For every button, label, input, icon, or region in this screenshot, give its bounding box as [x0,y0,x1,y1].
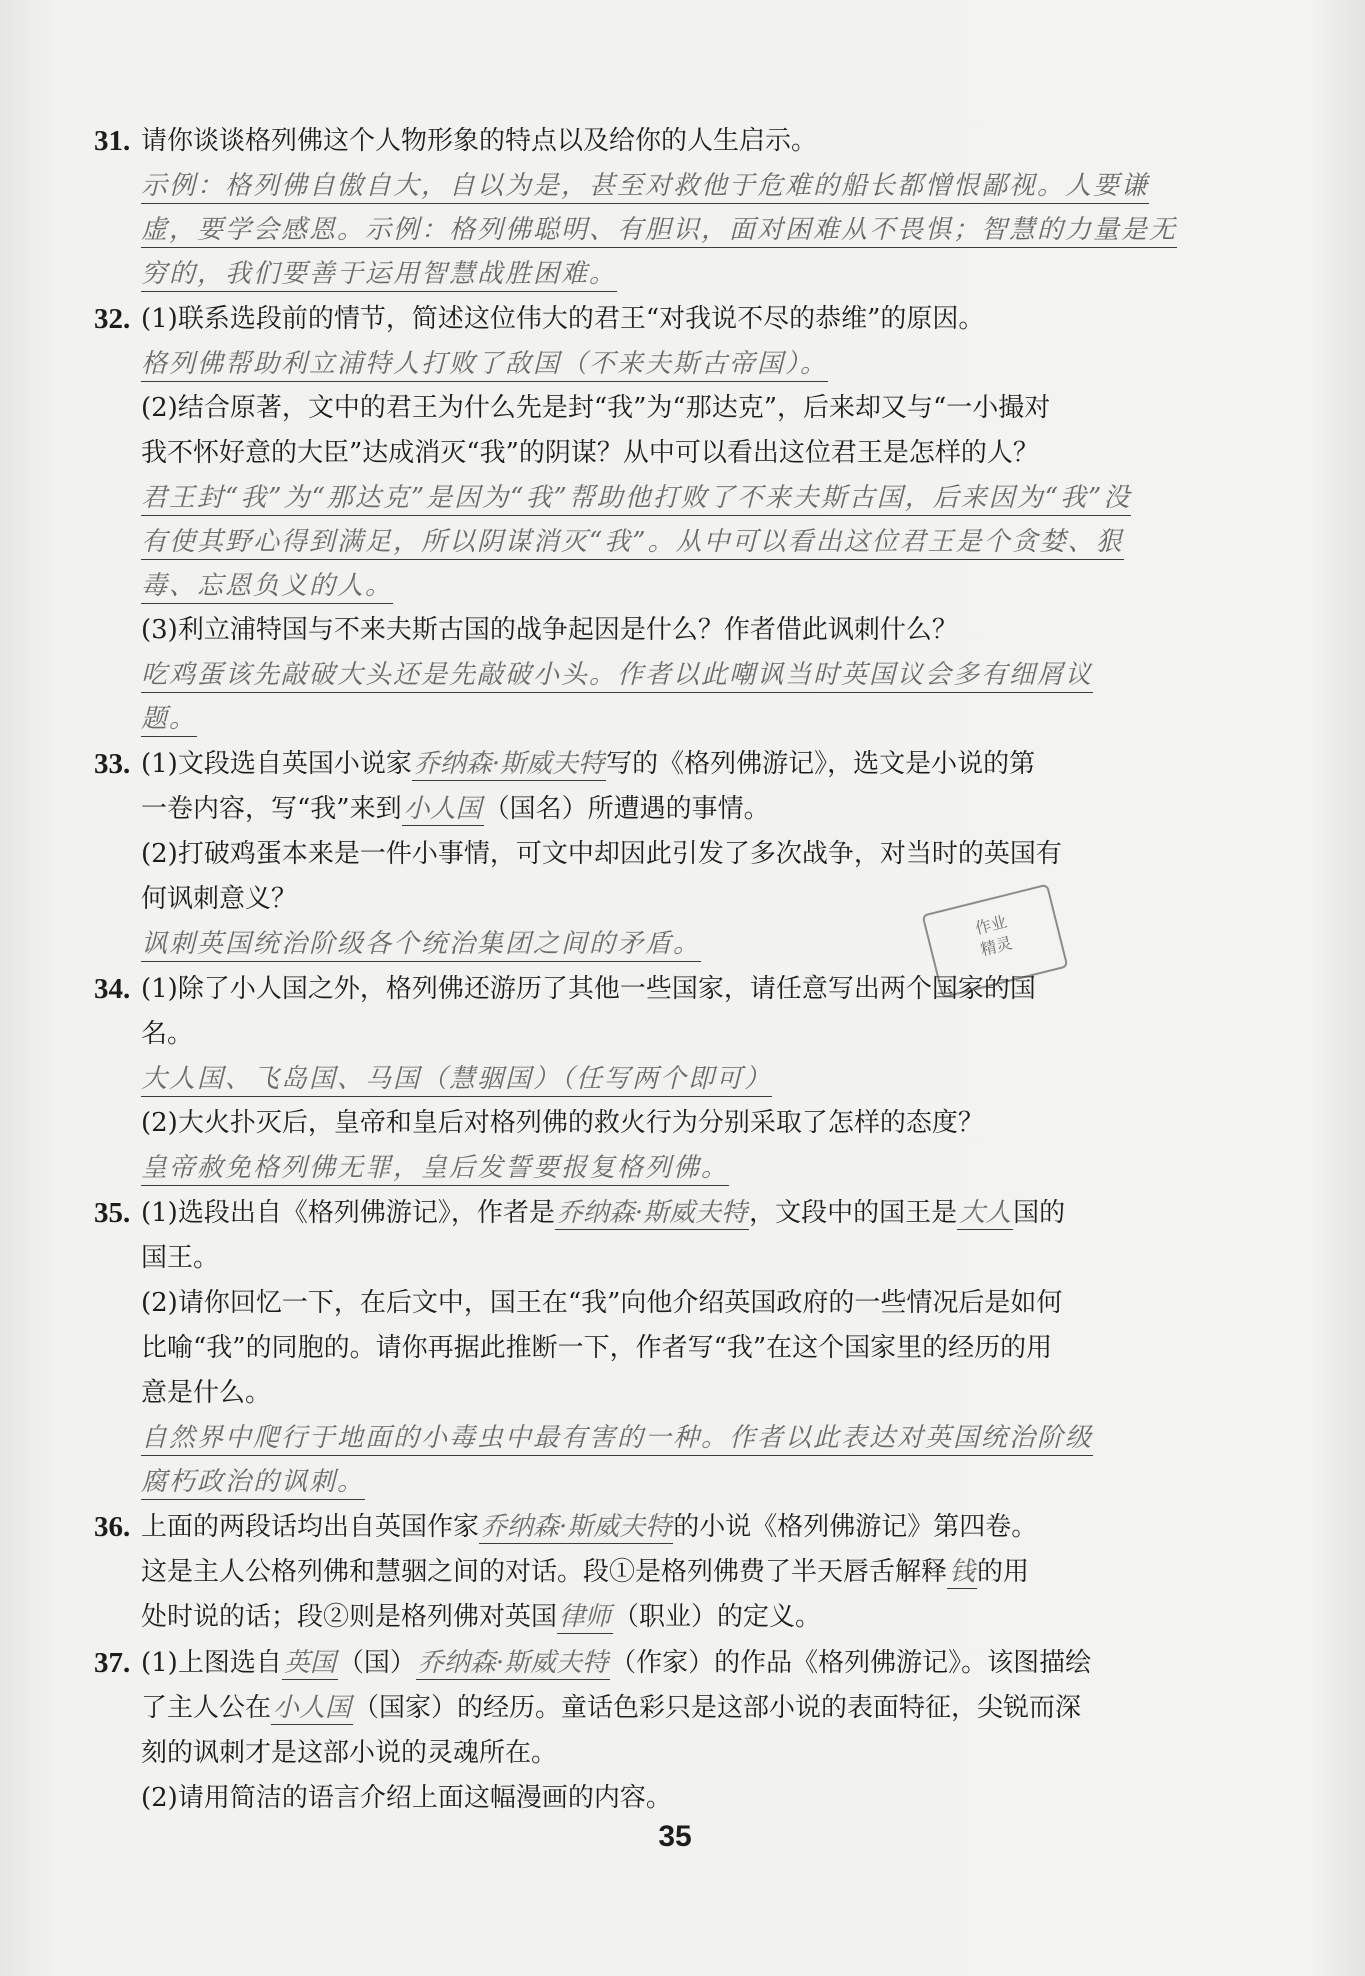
stamp-logo: 作业 精灵 [922,884,1069,999]
question-text: 何讽刺意义？ [141,884,298,914]
fill-blank: 乔纳森·斯威夫特 [556,1198,748,1228]
answer-line: 大人国、飞岛国、马国（慧骃国）（任写两个即可） [141,1057,1236,1101]
question-text: (1)文段选自英国小说家乔纳森·斯威夫特写的《格列佛游记》，选文是小说的第 [141,749,1036,779]
question-35 [96,1191,1236,1504]
fill-blank: 乔纳森·斯威夫特 [481,1512,672,1542]
question-34 [96,967,1236,1190]
question-number: 35. [94,1197,131,1229]
page-content [96,118,1236,1821]
question-text: 名。 [141,1019,194,1049]
question-text: (2)结合原著，文中的君王为什么先是封“我”为“那达克”，后来却又与“一小撮对 [141,393,1051,423]
question-text: 这是主人公格列佛和慧骃之间的对话。段①是格列佛费了半天唇舌解释钱的用 [141,1557,1030,1587]
question-text: 处时说的话；段②则是格列佛对英国律师（职业）的定义。 [141,1602,822,1632]
question-text: (2)请你回忆一下，在后文中，国王在“我”向他介绍英国政府的一些情况后是如何 [141,1288,1063,1318]
question-text: 了主人公在小人国（国家）的经历。童话色彩只是这部小说的表面特征，尖锐而深 [141,1693,1082,1723]
question-text: (3)利立浦特国与不来夫斯古国的战争起因是什么？作者借此讽刺什么？ [141,615,958,645]
fill-blank: 乔纳森·斯威夫特 [413,749,605,779]
answer-line: 腐朽政治的讽刺。 [141,1460,1236,1504]
question-number: 33. [94,748,131,780]
answer-line: 虚，要学会感恩。示例：格列佛聪明、有胆识，面对困难从不畏惧；智慧的力量是无 [141,208,1236,252]
fill-blank: 乔纳森·斯威夫特 [417,1648,609,1678]
question-number: 34. [94,973,131,1005]
fill-blank: 小人国 [273,1693,352,1723]
question-text: (2)打破鸡蛋本来是一件小事情，可文中却因此引发了多次战争，对当时的英国有 [141,839,1062,869]
fill-blank: 钱 [949,1557,976,1587]
question-text: 请你谈谈格列佛这个人物形象的特点以及给你的人生启示。 [141,126,818,156]
answer-line: 皇帝赦免格列佛无罪，皇后发誓要报复格列佛。 [141,1146,1236,1190]
question-text: 上面的两段话均出自英国作家乔纳森·斯威夫特的小说《格列佛游记》第四卷。 [141,1512,1038,1542]
answer-line: 格列佛帮助利立浦特人打败了敌国（不来夫斯古帝国）。 [141,342,1236,386]
question-32 [96,297,1236,741]
answer-line: 示例：格列佛自傲自大，自以为是，甚至对救他于危难的船长都憎恨鄙视。人要谦 [141,164,1236,208]
question-37 [96,1641,1236,1821]
question-number: 31. [94,125,131,157]
answer-line: 题。 [141,697,1236,741]
fill-blank: 英国 [283,1648,336,1678]
fill-blank: 小人国 [403,794,482,824]
question-text: 刻的讽刺才是这部小说的灵魂所在。 [141,1738,558,1768]
answer-line: 君王封“我”为“那达克”是因为“我”帮助他打败了不来夫斯古国，后来因为“我”没 [141,476,1236,520]
answer-line: 吃鸡蛋该先敲破大头还是先敲破小头。作者以此嘲讽当时英国议会多有细屑议 [141,653,1236,697]
question-text: 比喻“我”的同胞的。请你再据此推断一下，作者写“我”在这个国家里的经历的用 [141,1333,1053,1363]
question-text: (1)上图选自英国（国）乔纳森·斯威夫特（作家）的作品《格列佛游记》。该图描绘 [141,1648,1092,1678]
answer-line: 自然界中爬行于地面的小毒虫中最有害的一种。作者以此表达对英国统治阶级 [141,1416,1236,1460]
question-text: 意是什么。 [141,1378,272,1408]
question-33 [96,742,1236,966]
question-31 [96,119,1236,296]
question-text: (1)选段出自《格列佛游记》，作者是乔纳森·斯威夫特，文段中的国王是大人国的 [141,1198,1066,1228]
fill-blank: 大人 [959,1198,1012,1228]
question-number: 36. [94,1511,131,1543]
page-number: 35 [658,1820,692,1853]
fill-blank: 律师 [559,1602,612,1632]
question-text: (2)请用简洁的语言介绍上面这幅漫画的内容。 [141,1783,672,1813]
question-number: 37. [94,1647,131,1679]
question-text: (2)大火扑灭后，皇帝和皇后对格列佛的救火行为分别采取了怎样的态度？ [141,1108,984,1138]
question-text: (1)联系选段前的情节，简述这位伟大的君王“对我说不尽的恭维”的原因。 [141,304,985,334]
question-text: 一卷内容，写“我”来到小人国（国名）所遭遇的事情。 [141,794,770,824]
answer-line: 有使其野心得到满足，所以阴谋消灭“我”。从中可以看出这位君王是个贪婪、狠 [141,520,1236,564]
answer-line: 毒、忘恩负义的人。 [141,564,1236,608]
question-36 [96,1505,1236,1640]
question-text: (1)除了小人国之外，格列佛还游历了其他一些国家，请任意写出两个国家的国 [141,974,1036,1004]
answer-line: 穷的，我们要善于运用智慧战胜困难。 [141,252,1236,296]
question-text: 我不怀好意的大臣”达成消灭“我”的阴谋？从中可以看出这位君王是怎样的人？ [141,438,1039,468]
question-number: 32. [94,303,131,335]
answer-line: 讽刺英国统治阶级各个统治集团之间的矛盾。 [141,922,1236,966]
question-text: 国王。 [141,1243,220,1273]
